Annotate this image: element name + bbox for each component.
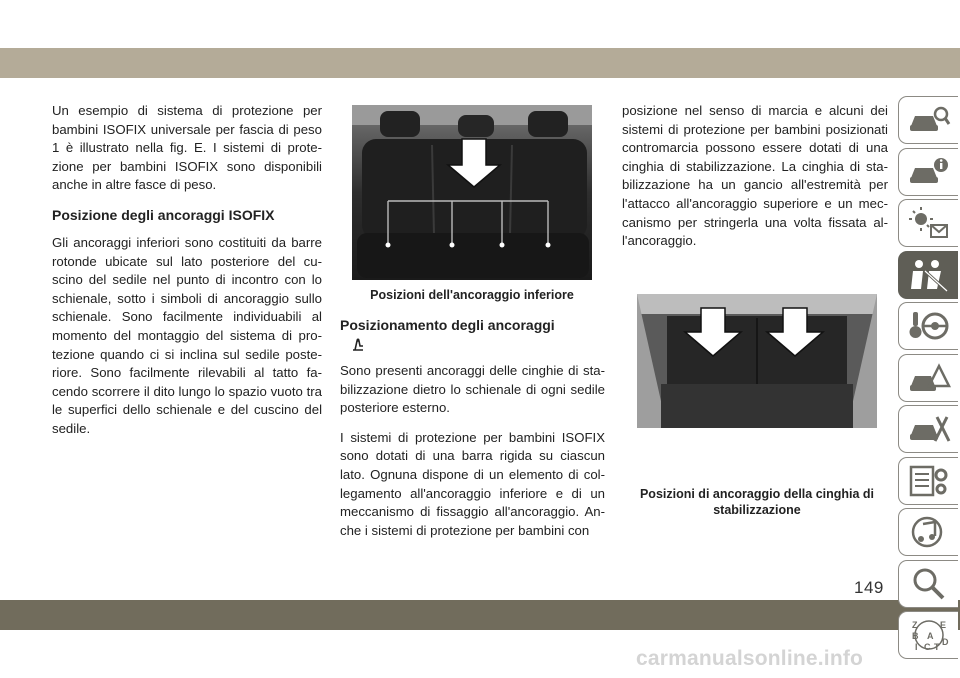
cargo-area-illustration: [637, 294, 877, 428]
tab-getting-to-know-dashboard[interactable]: [898, 148, 958, 196]
column-left: [52, 102, 322, 450]
svg-text:Z: Z: [911, 620, 917, 630]
isofix-position-paragraph: Gli ancoraggi inferiori sono costituiti da barre rotonde ubicate sul lato posteriore del cu-scino del sedile nel punto di incontro con lo schienale, sotto i simboli di ancoraggio sullo schienale. Sono facilmente individuabili al momento del montaggio del sistema di pro-tezione quando ci si inclina sul sedile poste-riore. Sono facilmente rilevabili al tatto fa-cendo scorrere il dito lungo lo spazio vuoto tra le superfici dello schienale e del cuscino del sedile.: [52, 234, 322, 436]
tab-warning-lights[interactable]: [898, 199, 958, 247]
tab-emergency[interactable]: [898, 354, 958, 402]
svg-text:D: D: [941, 637, 948, 647]
rear-seat-photo: [352, 105, 592, 280]
intro-paragraph: Un esempio di sistema di protezione per bambini ISOFIX universale per fascia di peso 1 è illustrato nella fig. E. I sistemi di prote-zione per bambini ISOFIX sono disponibili anche in altre fasce di peso.: [52, 103, 322, 193]
alphabetical-index-icon: [907, 617, 951, 653]
cargo-area-photo: [637, 294, 877, 428]
column-middle: [340, 316, 605, 551]
svg-text:B: B: [911, 631, 918, 641]
section-heading-isofix-position: Posizione degli ancoraggi ISOFIX: [52, 206, 275, 223]
multimedia-icon: [907, 514, 951, 550]
tether-paragraph: posizione nel senso di marcia e alcuni dei sistemi di protezione per bambini posizionati contromarcia possono essere dotati di una cinghia di stabilizzazione. La cinghia di sta-bilizzazione ha un gancio all'estremità per l'attacco all'ancoraggio superiore e un mec-canismo per stringerla una volta fissata al-l'ancoraggio.: [622, 103, 888, 249]
page-number: 149: [854, 578, 884, 597]
svg-text:I: I: [914, 642, 918, 652]
watermark: carmanualsonline.info: [636, 647, 864, 670]
tab-getting-to-know-vehicle[interactable]: [898, 96, 958, 144]
car-service-wrench-icon: [907, 411, 951, 447]
tab-servicing-maintenance[interactable]: [898, 405, 958, 453]
passenger-safety-icon: [907, 257, 951, 293]
car-info-icon: [907, 154, 951, 190]
figure-caption: Posizioni dell'ancoraggio inferiore: [370, 288, 574, 302]
figure-lower-anchorages: [352, 105, 592, 303]
footer-band: [0, 600, 960, 630]
tab-technical-specifications[interactable]: [898, 457, 958, 505]
figure-tether-anchorages: [637, 294, 877, 518]
anchor-paragraph-1: Sono presenti ancoraggi delle cinghie di sta-bilizzazione dietro lo schienale di ogni sedile posteriore esterno.: [340, 363, 605, 416]
svg-text:C: C: [923, 642, 930, 652]
chapter-tabs: [898, 96, 960, 663]
tab-safety[interactable]: [898, 251, 958, 299]
tab-index-search[interactable]: [898, 560, 958, 608]
svg-text:T: T: [933, 642, 939, 652]
anchor-paragraph-2: I sistemi di protezione per bambini ISOFIX sono dotati di una barra rigida su ciascun lato. Ognuna dispone di un elemento di col-legamento all'ancoraggio inferiore e di un meccanismo di fissaggio all'ancoraggio. An-che i sistemi di protezione per bambini con: [340, 429, 605, 538]
figure-caption: Posizioni di ancoraggio della cinghia di stabilizzazione: [639, 487, 875, 517]
svg-text:E: E: [939, 620, 946, 630]
rear-seat-illustration: [352, 105, 592, 280]
steering-wheel-key-icon: [907, 308, 951, 344]
header-band: [0, 48, 960, 78]
technical-specs-icon: [907, 463, 951, 499]
tab-multimedia[interactable]: [898, 508, 958, 556]
warning-lights-message-icon: [907, 205, 951, 241]
svg-text:A: A: [926, 631, 933, 641]
column-right: [622, 102, 888, 262]
car-search-icon: [907, 102, 951, 138]
section-heading-anchor-positioning: Posizionamento degli ancoraggi: [340, 317, 555, 333]
magnifier-index-icon: [907, 566, 951, 602]
car-warning-triangle-icon: [907, 360, 951, 396]
tab-starting-operating[interactable]: [898, 302, 958, 350]
child-seat-anchor-icon: [350, 338, 366, 352]
tab-alphabetical-index[interactable]: [898, 611, 958, 659]
